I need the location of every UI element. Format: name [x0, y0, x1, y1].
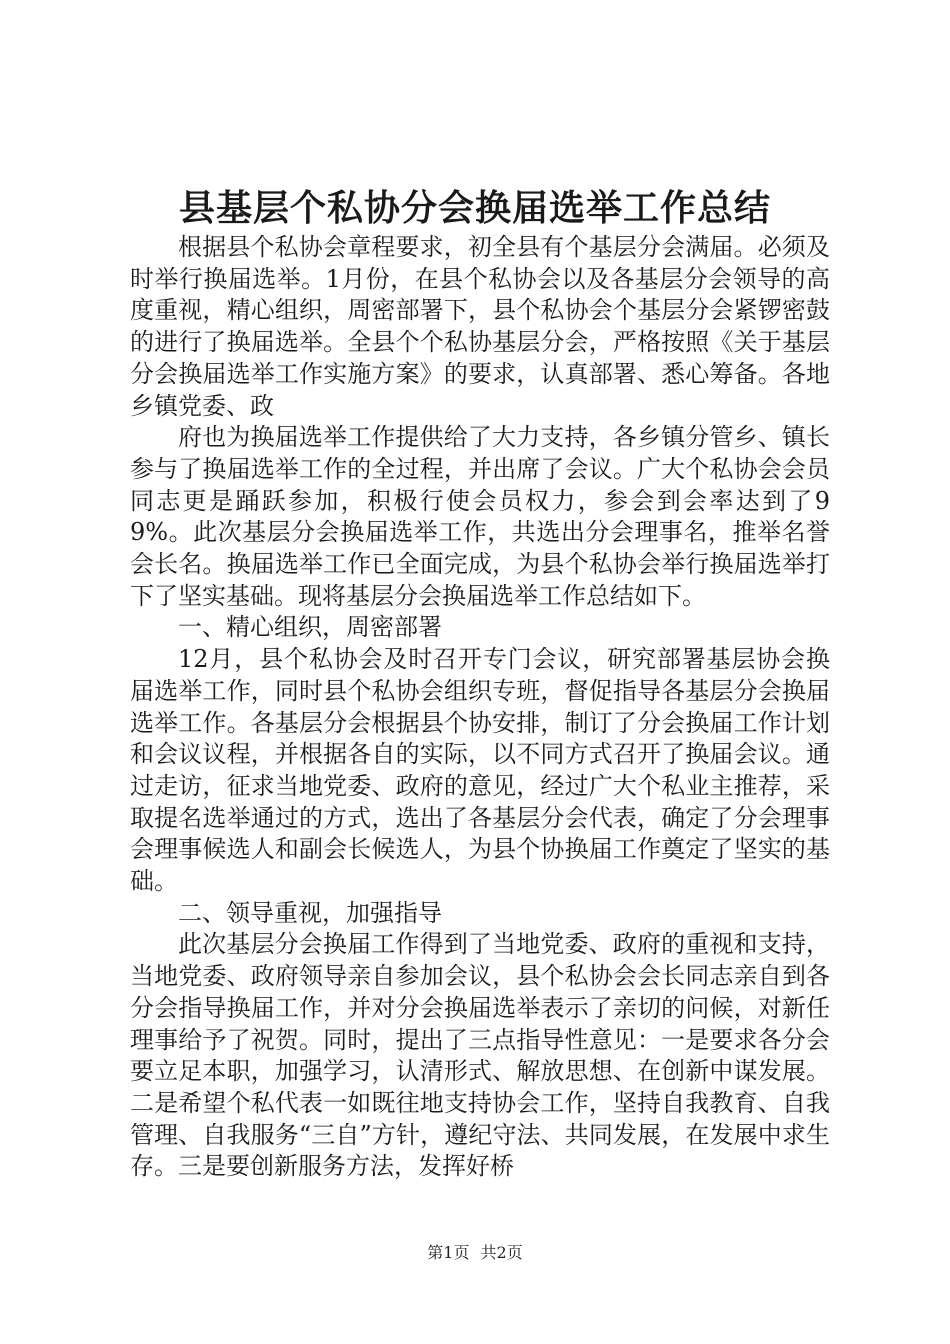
paragraph-section-1: 12月，县个私协会及时召开专门会议，研究部署基层协会换届选举工作，同时县个私协会组织专班，督促指导各基层分会换届选举工作。各基层分会根据县个协安排，制订了分会换届工作计划和会议议程，并根据各自的实际，以不同方式召开了换届会议。通过走访，征求当地党委、政府的意见，经过广大个私业主推荐，采取提名选举通过的方式，选出了各基层分会代表，确定了分会理事会理事候选人和副会长候选人，为县个协换届工作奠定了坚实的基础。 — [130, 645, 830, 896]
document-body — [130, 232, 830, 1183]
section-heading-1: 一、精心组织，周密部署 — [178, 613, 442, 642]
paragraph-section-2: 此次基层分会换届工作得到了当地党委、政府的重视和支持，当地党委、政府领导亲自参加会议，县个私协会会长同志亲自到各分会指导换届工作，并对分会换届选举表示了亲切的问候，对新任理事给予了祝贺。同时，提出了三点指导性意见：一是要求各分会要立足本职，加强学习，认清形式、解放思想、在创新中谋发展。二是希望个私代表一如既往地支持协会工作，坚持自我教育、自我管理、自我服务“三自”方针，遵纪守法、共同发展，在发展中求生存。三是要创新服务方法，发挥好桥 — [130, 930, 830, 1181]
page-total: 共2页 — [480, 1243, 523, 1262]
document-title: 县基层个私协分会换届选举工作总结 — [178, 187, 771, 229]
paragraph-intro: 根据县个私协会章程要求，初全县有个基层分会满届。必须及时举行换届选举。1月份，在县个私协会以及各基层分会领导的高度重视，精心组织，周密部署下，县个私协会个基层分会紧锣密鼓的进行了换届选举。全县个个私协基层分会，严格按照《关于基层分会换届选举工作实施方案》的要求，认真部署、悉心筹备。各地乡镇党委、政 — [130, 233, 830, 420]
paragraph-support: 府也为换届选举工作提供给了大力支持，各乡镇分管乡、镇长参与了换届选举工作的全过程，并出席了会议。广大个私协会会员同志更是踊跃参加，积极行使会员权力，参会到会率达到了99%。此次基层分会换届选举工作，共选出分会理事名，推举名誉会长名。换届选举工作已全面完成，为县个私协会举行换届选举打下了坚实基础。现将基层分会换届选举工作总结如下。 — [130, 423, 830, 610]
page-number: 第1页 — [427, 1243, 470, 1262]
section-heading-2: 二、领导重视，加强指导 — [178, 898, 442, 927]
page-footer — [0, 1242, 950, 1264]
